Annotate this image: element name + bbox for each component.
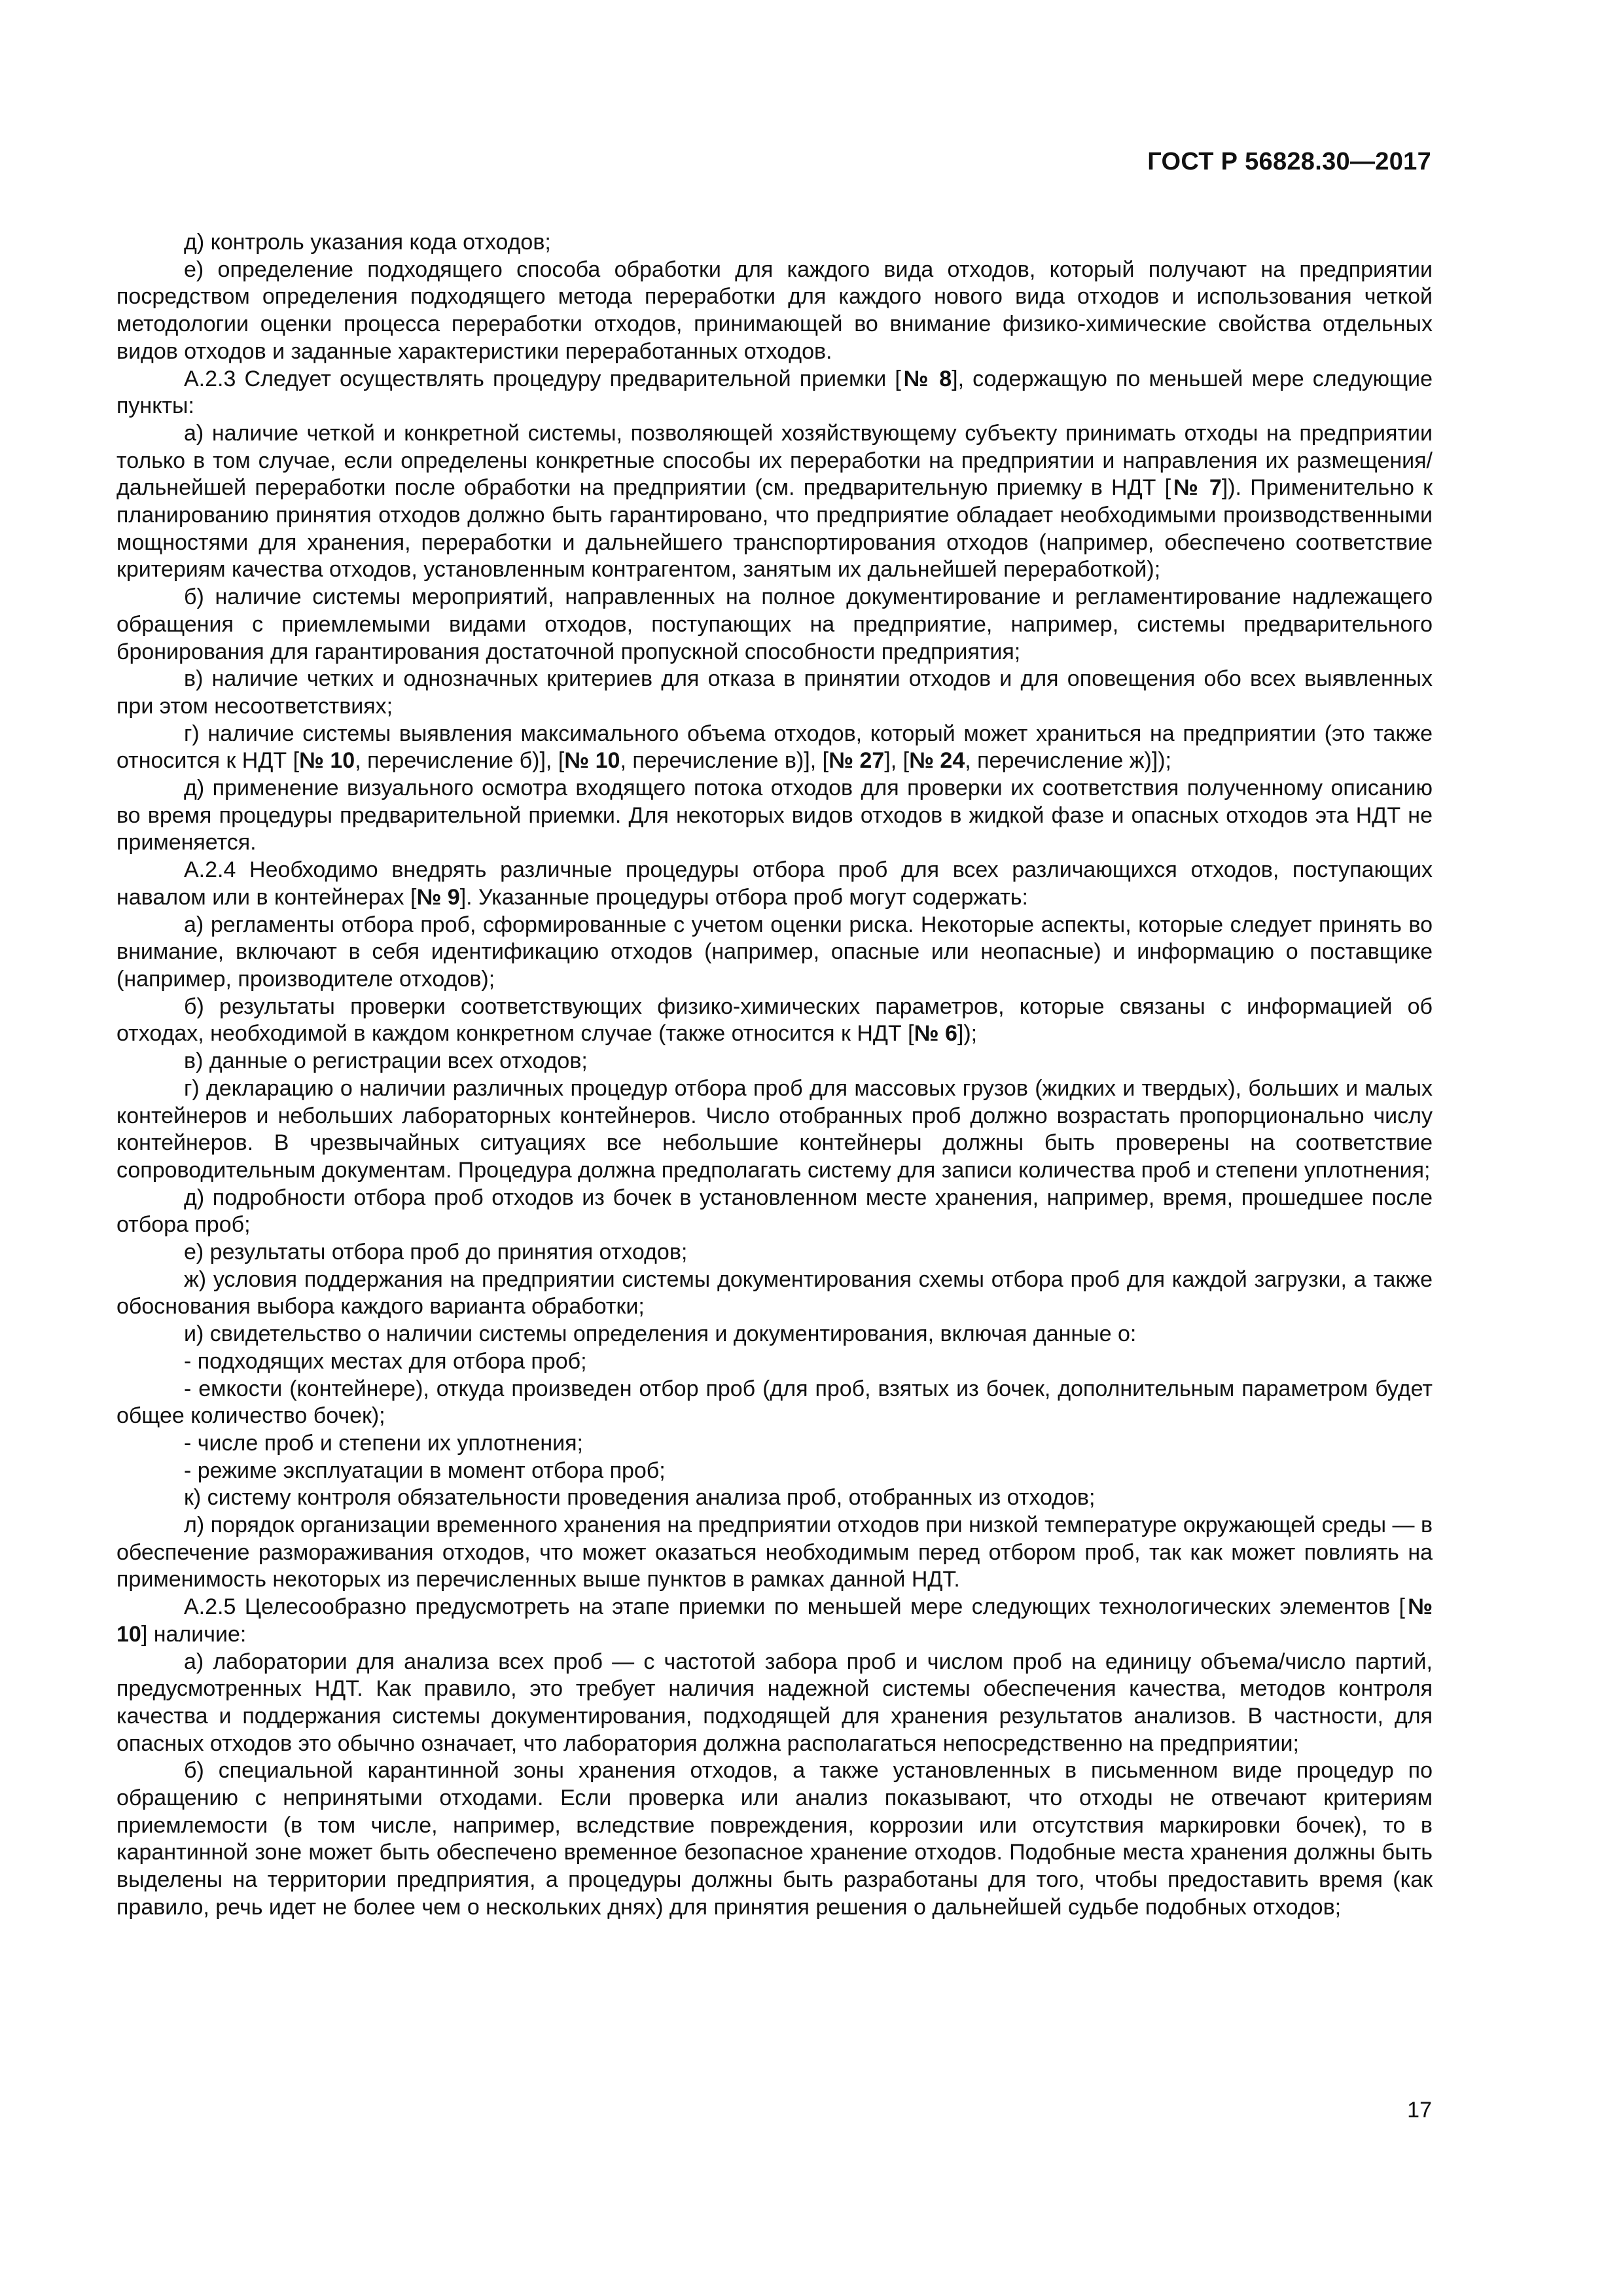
- paragraph: [116, 1512, 1433, 1594]
- text-segment: д) подробности отбора проб отходов из бочек в установленном месте хранения, например, время, прошедшее после отбора проб;: [116, 1185, 1433, 1238]
- text-segment: - режиме эксплуатации в момент отбора проб;: [184, 1458, 666, 1483]
- paragraph: [116, 420, 1433, 584]
- reference-number: № 6: [914, 1021, 957, 1047]
- reference-number: № 9: [416, 884, 460, 910]
- standard-header: ГОСТ Р 56828.30—2017: [1147, 148, 1431, 175]
- paragraph: [116, 1484, 1433, 1512]
- text-segment: б) специальной карантинной зоны хранения отходов, а также установленных в письменном виде процедур по обращению с непринятыми отходами. Если проверка или анализ показывают, что отходы не отвечают критериям приемлемости (в том числе, например, вследствие повреждения, коррозии или отсутствия маркировки бочек), то в карантинной зоне может быть обеспечено временное безопасное хранение отходов. Подобные места хранения должны быть выделены на территории предприятия, а процедуры должны быть разработаны для того, чтобы предоставить время (как правило, речь идет не более чем о нескольких днях) для принятия решения о дальнейшей судьбе подобных отходов;: [116, 1758, 1433, 1920]
- text-segment: , перечисление ж)]);: [965, 748, 1171, 774]
- reference-number: № 8: [901, 366, 952, 391]
- text-segment: г) декларацию о наличии различных процедур отбора проб для массовых грузов (жидких и твердых), больших и малых контейнеров и небольших лабораторных контейнеров. Число отобранных проб должно возрастать пропорционально числу контейнеров. В чрезвычайных ситуациях все небольшие контейнеры должны быть проверены на соответствие сопроводительным документам. Процедура должна предполагать систему для записи количества проб и степени уплотнения;: [116, 1075, 1433, 1183]
- paragraph: [116, 721, 1433, 775]
- reference-number: № 10: [299, 748, 355, 774]
- paragraph: [116, 857, 1433, 911]
- text-segment: б) результаты проверки соответствующих физико-химических параметров, которые связаны с информацией об отходах, необходимой в каждом конкретном случае (также относится к НДТ [: [116, 994, 1433, 1047]
- text-segment: , перечисление б)], [: [355, 748, 565, 774]
- text-segment: а) лаборатории для анализа всех проб — с частотой забора проб и числом проб на единицу объема/число партий, предусмотренных НДТ. Как правило, это требует наличия надежной системы обеспечения качества, методов контроля качества и поддержания системы документирования, подходящей для хранения результатов анализов. В частности, для опасных отходов это обычно означает, что лаборатория должна располагаться непосредственно на предприятии;: [116, 1649, 1433, 1756]
- list-dash-item: [116, 1376, 1433, 1430]
- paragraph: [116, 584, 1433, 666]
- reference-number: № 27: [829, 748, 885, 774]
- text-segment: ]);: [957, 1021, 978, 1047]
- text-segment: и) свидетельство о наличии системы определения и документирования, включая данные о:: [184, 1321, 1137, 1347]
- text-segment: б) наличие системы мероприятий, направленных на полное документирование и регламентирование надлежащего обращения с приемлемыми видами отходов, поступающих на предприятие, например, системы предварительного бронирования для гарантирования достаточной пропускной способности предприятия;: [116, 584, 1433, 664]
- text-segment: ]). Применительно к планированию принятия отходов должно быть гарантировано, что предприятие обладает необходимыми производственными мощностями для хранения, переработки и дальнейшего транспортирования отходов (например, обеспечено соответствие критериям качества отходов, установленным контрагентом, занятым их дальнейшей переработкой);: [116, 475, 1433, 583]
- text-segment: в) данные о регистрации всех отходов;: [184, 1049, 588, 1074]
- paragraph: [116, 1321, 1433, 1348]
- page-number: 17: [1407, 2098, 1432, 2123]
- text-segment: е) результаты отбора проб до принятия отходов;: [184, 1240, 688, 1265]
- reference-number: № 10: [116, 1594, 1433, 1647]
- text-segment: г) наличие системы выявления максимального объема отходов, который может храниться на предприятии (это также относится к НДТ [: [116, 721, 1433, 774]
- text-segment: а) регламенты отбора проб, сформированные с учетом оценки риска. Некоторые аспекты, которые следует принять во внимание, включают в себя идентификацию отходов (например, опасные или неопасные) и информацию о поставщике (например, производителе отходов);: [116, 912, 1433, 992]
- text-segment: ], [: [884, 748, 910, 774]
- text-segment: д) контроль указания кода отходов;: [184, 230, 551, 255]
- paragraph: [116, 912, 1433, 994]
- text-segment: - числе проб и степени их уплотнения;: [184, 1430, 584, 1456]
- text-segment: - емкости (контейнере), откуда произведен отбор проб (для проб, взятых из бочек, дополнительным параметром будет общее количество бочек);: [116, 1376, 1433, 1429]
- paragraph: [116, 1185, 1433, 1239]
- text-segment: л) порядок организации временного хранения на предприятии отходов при низкой температуре окружающей среды — в обеспечение размораживания отходов, что может оказаться необходимым перед отбором проб, так как может повлиять на применимость некоторых из перечисленных выше пунктов в рамках данной НДТ.: [116, 1513, 1433, 1592]
- text-segment: д) применение визуального осмотра входящего потока отходов для проверки их соответствия полученному описанию во время процедуры предварительной приемки. Для некоторых видов отходов в жидкой фазе и опасных отходов эта НДТ не применяется.: [116, 776, 1433, 855]
- reference-number: № 7: [1171, 475, 1222, 501]
- text-segment: е) определение подходящего способа обработки для каждого вида отходов, который получают на предприятии посредством определения подходящего метода переработки для каждого нового вида отходов и использования четкой методологии оценки процесса переработки отходов, принимающей во внимание физико-химические свойства отдельных видов отходов и заданные характеристики переработанных отходов.: [116, 257, 1433, 364]
- text-segment: А.2.3 Следует осуществлять процедуру предварительной приемки [: [184, 366, 901, 391]
- paragraph: [116, 257, 1433, 366]
- text-segment: к) систему контроля обязательности проведения анализа проб, отобранных из отходов;: [184, 1485, 1096, 1511]
- paragraph: [116, 366, 1433, 420]
- list-dash-item: [116, 1458, 1433, 1485]
- reference-number: № 24: [909, 748, 965, 774]
- text-segment: в) наличие четких и однозначных критериев для отказа в принятии отходов и для оповещения обо всех выявленных при этом несоответствиях;: [116, 666, 1433, 719]
- paragraph: [116, 229, 1433, 257]
- paragraph: [116, 1649, 1433, 1758]
- list-dash-item: [116, 1430, 1433, 1458]
- paragraph: [116, 1048, 1433, 1075]
- paragraph: [116, 1757, 1433, 1921]
- paragraph: [116, 1075, 1433, 1185]
- document-body: [116, 229, 1433, 1922]
- text-segment: ] наличие:: [141, 1621, 247, 1647]
- text-segment: ж) условия поддержания на предприятии системы документирования схемы отбора проб для каждой загрузки, а также обоснования выбора каждого варианта обработки;: [116, 1266, 1433, 1319]
- paragraph: [116, 666, 1433, 720]
- text-segment: а) наличие четкой и конкретной системы, позволяющей хозяйствующему субъекту принимать отходы на предприятии только в том случае, если определены конкретные способы их переработки на предприятии и направления их размещения/дальнейшей переработки после обработки на предприятии (см. предварительную приемку в НДТ [: [116, 420, 1433, 501]
- paragraph: [116, 994, 1433, 1048]
- text-segment: А.2.5 Целесообразно предусмотреть на этапе приемки по меньшей мере следующих технологических элементов [: [184, 1594, 1406, 1620]
- text-segment: - подходящих местах для отбора проб;: [184, 1348, 587, 1374]
- paragraph: [116, 775, 1433, 857]
- text-segment: ], содержащую по меньшей мере следующие пункты:: [116, 366, 1433, 419]
- reference-number: № 10: [564, 748, 620, 774]
- list-dash-item: [116, 1348, 1433, 1376]
- paragraph: [116, 1266, 1433, 1321]
- paragraph: [116, 1239, 1433, 1266]
- text-segment: , перечисление в)], [: [620, 748, 829, 774]
- text-segment: А.2.4 Необходимо внедрять различные процедуры отбора проб для всех различающихся отходов, поступающих навалом или в контейнерах [: [116, 857, 1433, 910]
- text-segment: ]. Указанные процедуры отбора проб могут содержать:: [459, 884, 1028, 910]
- paragraph: [116, 1594, 1433, 1648]
